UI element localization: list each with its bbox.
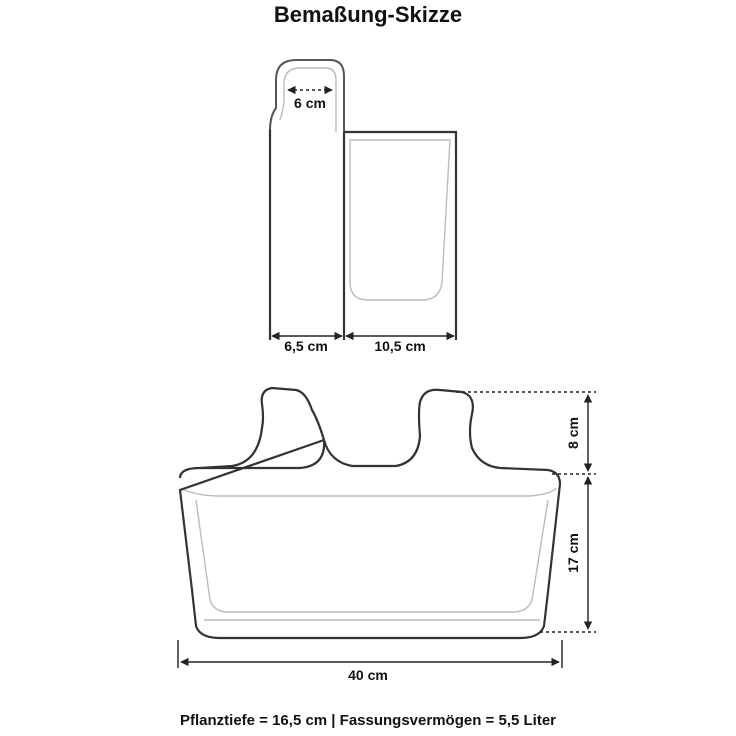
front-pot-outline: [180, 388, 560, 638]
hook-height-label: 8 cm: [565, 417, 581, 449]
side-pot-inner: [350, 140, 450, 300]
sketch-title: Bemaßung-Skizze: [273, 2, 463, 27]
side-view: [270, 60, 456, 354]
front-view: [178, 388, 596, 683]
total-width-label: 40 cm: [348, 667, 388, 683]
gap-width-label: 6,5 cm: [284, 338, 328, 354]
pot-width-label: 10,5 cm: [374, 338, 426, 354]
footer-specs: Pflanztiefe = 16,5 cm | Fassungsvermögen = 5,5 Liter: [179, 712, 557, 729]
hook-width-label: 6 cm: [294, 95, 326, 111]
pot-height-label: 17 cm: [565, 533, 581, 573]
front-rim-line: [184, 488, 556, 496]
side-pot-outline: [344, 132, 456, 340]
front-inner-body: [196, 500, 548, 612]
